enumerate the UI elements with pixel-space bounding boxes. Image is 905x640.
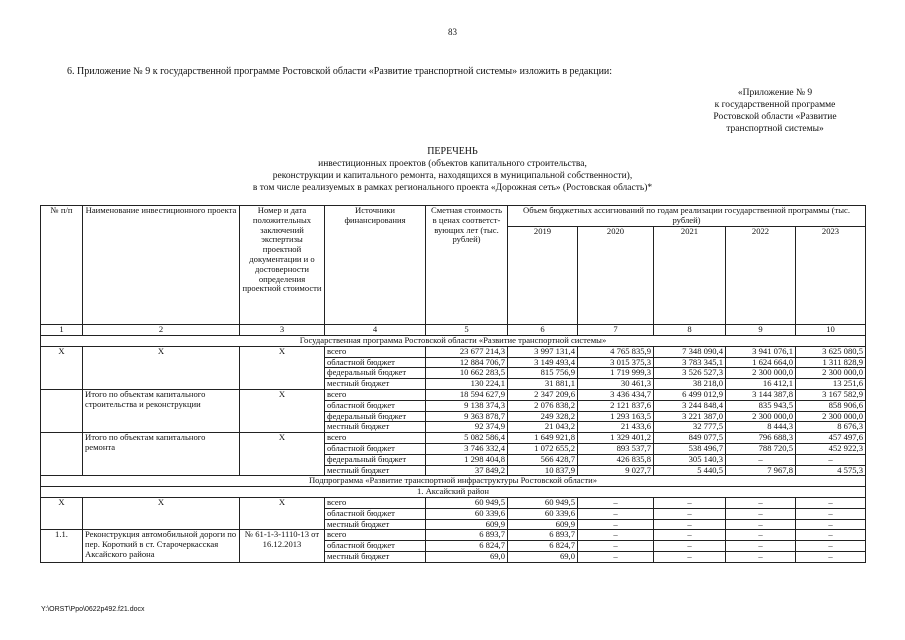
amount-cell: 452 922,3 [796, 443, 866, 454]
funding-source: всего [325, 389, 426, 400]
project-name: Реконструкция автомобильной дороги по пер. Короткий в ст. Старочеркасская Аксайского района [83, 530, 240, 562]
amount-cell: 9 363 878,7 [426, 411, 508, 422]
amount-cell: 69,0 [426, 551, 508, 562]
project-expertise: Х [240, 346, 325, 389]
funding-source: местный бюджет [325, 519, 426, 530]
table-row [41, 530, 866, 541]
amount-cell: – [726, 541, 796, 552]
annex-line: Ростовской области «Развитие [713, 112, 837, 122]
amount-cell: 9 138 374,3 [426, 400, 508, 411]
annex-line: «Приложение № 9 [737, 88, 813, 98]
column-number: 5 [426, 325, 508, 336]
header-sources: Источники финансирования [325, 206, 426, 325]
page-number: 83 [448, 27, 457, 37]
amount-cell: 21 433,6 [578, 422, 654, 433]
amount-cell: 3 015 375,3 [578, 357, 654, 368]
project-name: Х [83, 346, 240, 389]
amount-cell: 3 167 582,9 [796, 389, 866, 400]
funding-source: федеральный бюджет [325, 368, 426, 379]
amount-cell: – [726, 454, 796, 465]
header-no: № п/п [41, 206, 83, 325]
column-number-row [41, 325, 866, 336]
amount-cell: 30 461,3 [578, 379, 654, 390]
project-number: Х [41, 497, 83, 529]
amount-cell: 815 756,9 [508, 368, 578, 379]
column-number: 6 [508, 325, 578, 336]
project-name: Итого по объектам капитального строительства и реконструкции [83, 389, 240, 432]
subtitle-line: инвестиционных проектов (объектов капитального строительства, [318, 159, 587, 169]
amount-cell: 249 328,2 [508, 411, 578, 422]
amount-cell: 3 783 345,1 [654, 357, 726, 368]
amount-cell: – [654, 541, 726, 552]
project-number [41, 433, 83, 476]
amount-cell: – [654, 508, 726, 519]
amount-cell: 538 496,7 [654, 443, 726, 454]
column-number: 9 [726, 325, 796, 336]
amount-cell: – [578, 497, 654, 508]
intro-paragraph: 6. Приложение № 9 к государственной программе Ростовской области «Развитие транспортной системы» изложить в редакции: [67, 66, 613, 77]
program-title: Государственная программа Ростовской области «Развитие транспортной системы» [41, 336, 866, 347]
amount-cell: 1 072 655,2 [508, 443, 578, 454]
amount-cell: 32 777,5 [654, 422, 726, 433]
column-number: 8 [654, 325, 726, 336]
amount-cell: 3 244 848,4 [654, 400, 726, 411]
amount-cell: – [726, 530, 796, 541]
funding-source: всего [325, 497, 426, 508]
amount-cell: 305 140,3 [654, 454, 726, 465]
amount-cell: 796 688,3 [726, 433, 796, 444]
subtitle-line: реконструкции и капитального ремонта, находящихся в муниципальной собственности), [272, 171, 633, 181]
amount-cell: – [578, 541, 654, 552]
amount-cell: 9 027,7 [578, 465, 654, 476]
funding-source: областной бюджет [325, 508, 426, 519]
table-row [41, 497, 866, 508]
amount-cell: – [796, 551, 866, 562]
amount-cell: 37 849,2 [426, 465, 508, 476]
funding-source: федеральный бюджет [325, 454, 426, 465]
header-year: 2019 [508, 227, 578, 325]
annex-line: к государственной программе [714, 100, 836, 110]
funding-source: областной бюджет [325, 400, 426, 411]
funding-source: местный бюджет [325, 379, 426, 390]
amount-cell: 849 077,5 [654, 433, 726, 444]
amount-cell: 31 881,1 [508, 379, 578, 390]
project-expertise: Х [240, 497, 325, 529]
amount-cell: – [796, 508, 866, 519]
amount-cell: 788 720,5 [726, 443, 796, 454]
amount-cell: 69,0 [508, 551, 578, 562]
amount-cell: 4 575,3 [796, 465, 866, 476]
amount-cell: 2 347 209,6 [508, 389, 578, 400]
amount-cell: 3 144 387,8 [726, 389, 796, 400]
header-expertise: Номер и дата положительных заключений экспертизы проектной документации и о достоверности определения проектной стоимости [240, 206, 325, 325]
amount-cell: – [796, 497, 866, 508]
amount-cell: 835 943,5 [726, 400, 796, 411]
amount-cell: 1 311 828,9 [796, 357, 866, 368]
amount-cell: 1 624 664,0 [726, 357, 796, 368]
amount-cell: 7 967,8 [726, 465, 796, 476]
amount-cell: 23 677 214,3 [426, 346, 508, 357]
project-name: Х [83, 497, 240, 529]
amount-cell: 457 497,6 [796, 433, 866, 444]
amount-cell: 10 837,9 [508, 465, 578, 476]
amount-cell: 21 043,2 [508, 422, 578, 433]
amount-cell: – [796, 530, 866, 541]
amount-cell: 5 440,5 [654, 465, 726, 476]
amount-cell: 2 121 837,6 [578, 400, 654, 411]
amount-cell: 6 499 012,9 [654, 389, 726, 400]
amount-cell: 6 824,7 [508, 541, 578, 552]
project-number [41, 389, 83, 432]
investment-projects-table [40, 205, 866, 563]
amount-cell: 1 293 163,5 [578, 411, 654, 422]
amount-cell: 2 300 000,0 [796, 368, 866, 379]
column-number: 3 [240, 325, 325, 336]
funding-source: местный бюджет [325, 551, 426, 562]
funding-source: местный бюджет [325, 465, 426, 476]
table-row [41, 433, 866, 444]
table-row [41, 346, 866, 357]
subprogram-title: Подпрограмма «Развитие транспортной инфраструктуры Ростовской области» [41, 476, 866, 487]
amount-cell: 38 218,0 [654, 379, 726, 390]
amount-cell: 4 765 835,9 [578, 346, 654, 357]
amount-cell: 1 719 999,3 [578, 368, 654, 379]
amount-cell: – [726, 551, 796, 562]
amount-cell: 130 224,1 [426, 379, 508, 390]
amount-cell: 1 329 401,2 [578, 433, 654, 444]
amount-cell: – [654, 530, 726, 541]
project-expertise: Х [240, 433, 325, 476]
column-number: 4 [325, 325, 426, 336]
amount-cell: – [578, 551, 654, 562]
amount-cell: 12 884 706,7 [426, 357, 508, 368]
funding-source: всего [325, 530, 426, 541]
amount-cell: 893 537,7 [578, 443, 654, 454]
amount-cell: 609,9 [426, 519, 508, 530]
header-volume: Объем бюджетных ассигнований по годам реализации государственной программы (тыс. рублей) [508, 206, 866, 227]
amount-cell: – [796, 519, 866, 530]
column-number: 10 [796, 325, 866, 336]
header-year: 2023 [796, 227, 866, 325]
amount-cell: – [796, 454, 866, 465]
amount-cell: 2 076 838,2 [508, 400, 578, 411]
amount-cell: 6 893,7 [508, 530, 578, 541]
amount-cell: 3 526 527,3 [654, 368, 726, 379]
column-number: 7 [578, 325, 654, 336]
amount-cell: 16 412,1 [726, 379, 796, 390]
table-row [41, 389, 866, 400]
annex-note [690, 87, 860, 135]
amount-cell: – [654, 551, 726, 562]
amount-cell: 1 298 404,8 [426, 454, 508, 465]
project-number: 1.1. [41, 530, 83, 562]
amount-cell: 1 649 921,8 [508, 433, 578, 444]
file-path-footer: Y:\ORST\Ppo\0622p492.f21.docx [41, 606, 145, 613]
funding-source: федеральный бюджет [325, 411, 426, 422]
amount-cell: 3 221 387,0 [654, 411, 726, 422]
amount-cell: – [578, 508, 654, 519]
header-year: 2020 [578, 227, 654, 325]
amount-cell: 13 251,6 [796, 379, 866, 390]
column-number: 2 [83, 325, 240, 336]
funding-source: всего [325, 346, 426, 357]
amount-cell: 60 949,5 [508, 497, 578, 508]
subtitle-line: в том числе реализуемых в рамках регионального проекта «Дорожная сеть» (Ростовская область)* [252, 183, 653, 193]
amount-cell: – [654, 497, 726, 508]
amount-cell: 3 625 080,5 [796, 346, 866, 357]
amount-cell: 609,9 [508, 519, 578, 530]
amount-cell: 92 374,9 [426, 422, 508, 433]
column-number: 1 [41, 325, 83, 336]
amount-cell: 3 941 076,1 [726, 346, 796, 357]
amount-cell: 60 339,6 [426, 508, 508, 519]
project-expertise: Х [240, 389, 325, 432]
amount-cell: 2 300 000,0 [726, 411, 796, 422]
amount-cell: 3 436 434,7 [578, 389, 654, 400]
project-number: Х [41, 346, 83, 389]
amount-cell: 566 428,7 [508, 454, 578, 465]
amount-cell: 8 676,3 [796, 422, 866, 433]
funding-source: областной бюджет [325, 541, 426, 552]
amount-cell: 3 149 493,4 [508, 357, 578, 368]
header-name: Наименование инвестиционного проекта [83, 206, 240, 325]
amount-cell: 3 997 131,4 [508, 346, 578, 357]
amount-cell: 2 300 000,0 [726, 368, 796, 379]
header-estimate: Сметная стоимость в ценах соответст-вующих лет (тыс. рублей) [426, 206, 508, 325]
amount-cell: 8 444,3 [726, 422, 796, 433]
project-name: Итого по объектам капитального ремонта [83, 433, 240, 476]
amount-cell: 5 082 586,4 [426, 433, 508, 444]
amount-cell: 2 300 000,0 [796, 411, 866, 422]
funding-source: областной бюджет [325, 443, 426, 454]
amount-cell: – [578, 530, 654, 541]
funding-source: местный бюджет [325, 422, 426, 433]
amount-cell: – [726, 519, 796, 530]
amount-cell: – [578, 519, 654, 530]
amount-cell: 60 949,5 [426, 497, 508, 508]
header-year: 2022 [726, 227, 796, 325]
amount-cell: – [726, 497, 796, 508]
amount-cell: – [796, 541, 866, 552]
amount-cell: 10 662 283,5 [426, 368, 508, 379]
document-subtitle [0, 158, 905, 194]
amount-cell: 18 594 627,9 [426, 389, 508, 400]
amount-cell: 7 348 090,4 [654, 346, 726, 357]
district-title: 1. Аксайский район [41, 487, 866, 498]
document-title: ПЕРЕЧЕНЬ [427, 146, 478, 157]
amount-cell: 3 746 332,4 [426, 443, 508, 454]
header-year: 2021 [654, 227, 726, 325]
project-expertise: № 61-1-3-1110-13 от 16.12.2013 [240, 530, 325, 562]
annex-line: транспортной системы» [726, 124, 824, 134]
funding-source: областной бюджет [325, 357, 426, 368]
amount-cell: 60 339,6 [508, 508, 578, 519]
amount-cell: – [654, 519, 726, 530]
amount-cell: – [726, 508, 796, 519]
amount-cell: 858 906,6 [796, 400, 866, 411]
amount-cell: 6 893,7 [426, 530, 508, 541]
amount-cell: 6 824,7 [426, 541, 508, 552]
funding-source: всего [325, 433, 426, 444]
amount-cell: 426 835,8 [578, 454, 654, 465]
